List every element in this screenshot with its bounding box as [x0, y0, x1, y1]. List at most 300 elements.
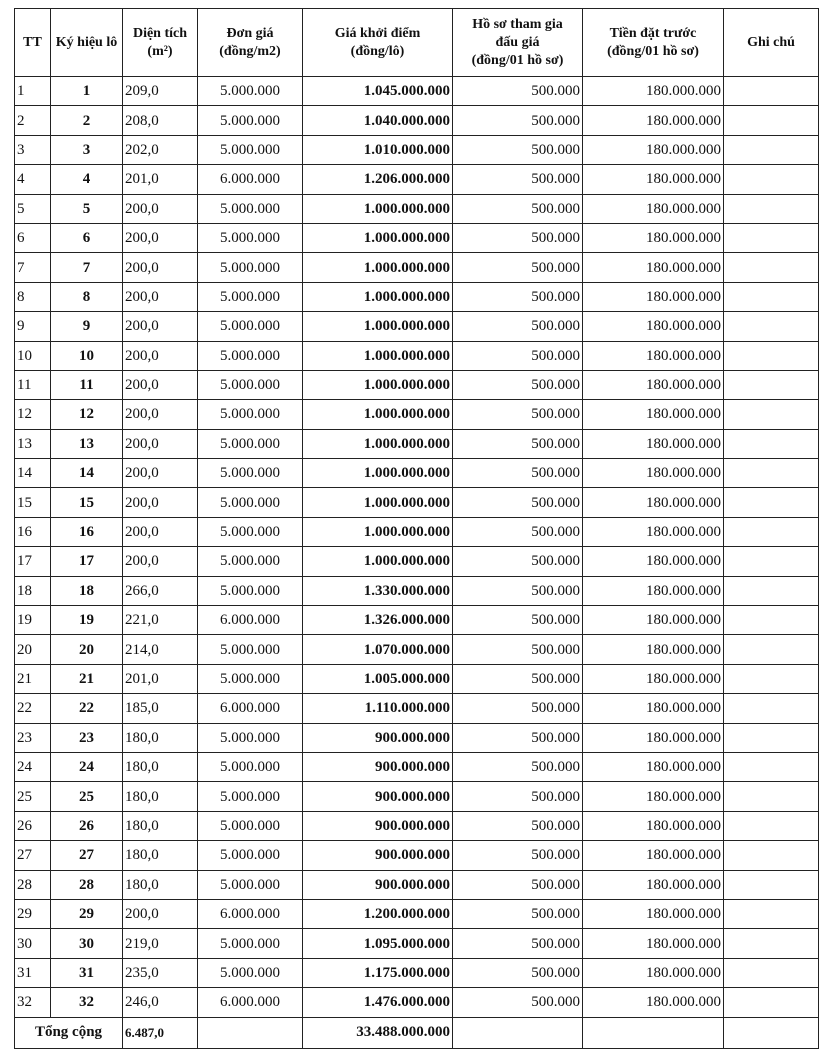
- cell-tt: 4: [15, 165, 51, 194]
- cell-unit-price: 6.000.000: [198, 899, 303, 928]
- cell-tt: 32: [15, 988, 51, 1017]
- cell-deposit: 180.000.000: [583, 929, 724, 958]
- cell-area: 180,0: [123, 752, 198, 781]
- table-row: [15, 282, 819, 311]
- cell-area: 201,0: [123, 165, 198, 194]
- total-row: [15, 1017, 819, 1048]
- table-row: [15, 958, 819, 987]
- cell-note: [724, 253, 819, 282]
- cell-area: 235,0: [123, 958, 198, 987]
- cell-tt: 23: [15, 723, 51, 752]
- cell-start-price: 1.010.000.000: [303, 135, 453, 164]
- cell-lot: 17: [51, 547, 123, 576]
- cell-tt: 11: [15, 370, 51, 399]
- header-unit-price: [198, 9, 303, 77]
- cell-unit-price: 5.000.000: [198, 459, 303, 488]
- table-row: [15, 312, 819, 341]
- cell-lot: 28: [51, 870, 123, 899]
- cell-fee: 500.000: [453, 841, 583, 870]
- cell-note: [724, 341, 819, 370]
- cell-tt: 5: [15, 194, 51, 223]
- cell-area: 180,0: [123, 870, 198, 899]
- cell-lot: 31: [51, 958, 123, 987]
- cell-tt: 9: [15, 312, 51, 341]
- cell-start-price: 900.000.000: [303, 723, 453, 752]
- cell-note: [724, 576, 819, 605]
- cell-start-price: 900.000.000: [303, 870, 453, 899]
- header-start-price: [303, 9, 453, 77]
- cell-unit-price: 5.000.000: [198, 488, 303, 517]
- cell-note: [724, 312, 819, 341]
- cell-unit-price: 5.000.000: [198, 77, 303, 106]
- cell-lot: 14: [51, 459, 123, 488]
- cell-unit-price: 5.000.000: [198, 635, 303, 664]
- cell-start-price: 1.000.000.000: [303, 547, 453, 576]
- cell-lot: 24: [51, 752, 123, 781]
- table-row: [15, 576, 819, 605]
- cell-start-price: 1.000.000.000: [303, 253, 453, 282]
- table-row: [15, 547, 819, 576]
- cell-start-price: 1.005.000.000: [303, 664, 453, 693]
- header-unit-price-line1: Đơn giá: [226, 25, 274, 41]
- cell-area: 208,0: [123, 106, 198, 135]
- cell-deposit: 180.000.000: [583, 77, 724, 106]
- cell-deposit: 180.000.000: [583, 429, 724, 458]
- cell-tt: 19: [15, 606, 51, 635]
- cell-note: [724, 370, 819, 399]
- cell-tt: 1: [15, 77, 51, 106]
- cell-lot: 12: [51, 400, 123, 429]
- table-row: [15, 77, 819, 106]
- table-row: [15, 723, 819, 752]
- cell-fee: 500.000: [453, 723, 583, 752]
- cell-lot: 8: [51, 282, 123, 311]
- cell-start-price: 900.000.000: [303, 841, 453, 870]
- cell-start-price: 1.095.000.000: [303, 929, 453, 958]
- cell-lot: 26: [51, 811, 123, 840]
- cell-fee: 500.000: [453, 253, 583, 282]
- cell-area: 200,0: [123, 899, 198, 928]
- header-deposit: [583, 9, 724, 77]
- cell-note: [724, 400, 819, 429]
- table-row: [15, 811, 819, 840]
- header-tt: [15, 9, 51, 77]
- cell-tt: 6: [15, 223, 51, 252]
- cell-fee: 500.000: [453, 899, 583, 928]
- cell-tt: 22: [15, 694, 51, 723]
- cell-fee: 500.000: [453, 988, 583, 1017]
- header-area-line1: Diện tích: [132, 25, 188, 41]
- cell-note: [724, 811, 819, 840]
- cell-tt: 2: [15, 106, 51, 135]
- cell-lot: 5: [51, 194, 123, 223]
- cell-tt: 30: [15, 929, 51, 958]
- header-lot-label: Ký hiệu lô: [55, 34, 118, 50]
- cell-fee: 500.000: [453, 664, 583, 693]
- cell-unit-price: 5.000.000: [198, 929, 303, 958]
- cell-unit-price: 5.000.000: [198, 576, 303, 605]
- cell-start-price: 900.000.000: [303, 811, 453, 840]
- cell-tt: 25: [15, 782, 51, 811]
- cell-unit-price: 6.000.000: [198, 694, 303, 723]
- header-area-line2: (m²): [147, 43, 173, 59]
- header-tt-label: TT: [23, 34, 42, 50]
- cell-fee: 500.000: [453, 194, 583, 223]
- cell-fee: 500.000: [453, 341, 583, 370]
- cell-start-price: 1.200.000.000: [303, 899, 453, 928]
- cell-deposit: 180.000.000: [583, 870, 724, 899]
- table-row: [15, 752, 819, 781]
- cell-lot: 15: [51, 488, 123, 517]
- cell-fee: 500.000: [453, 929, 583, 958]
- header-fee-line1: Hồ sơ tham gia: [472, 16, 563, 32]
- cell-deposit: 180.000.000: [583, 635, 724, 664]
- cell-deposit: 180.000.000: [583, 106, 724, 135]
- header-fee-line3: (đồng/01 hồ sơ): [471, 52, 564, 68]
- cell-unit-price: 6.000.000: [198, 988, 303, 1017]
- header-lot: [51, 9, 123, 77]
- table-row: [15, 694, 819, 723]
- cell-start-price: 1.000.000.000: [303, 517, 453, 546]
- cell-deposit: 180.000.000: [583, 958, 724, 987]
- cell-area: 180,0: [123, 723, 198, 752]
- cell-note: [724, 194, 819, 223]
- table-row: [15, 782, 819, 811]
- cell-deposit: 180.000.000: [583, 312, 724, 341]
- total-deposit-empty: [583, 1017, 724, 1048]
- cell-lot: 27: [51, 841, 123, 870]
- cell-deposit: 180.000.000: [583, 606, 724, 635]
- table-row: [15, 194, 819, 223]
- cell-start-price: 1.040.000.000: [303, 106, 453, 135]
- cell-tt: 31: [15, 958, 51, 987]
- table-footer: [15, 1017, 819, 1048]
- cell-fee: 500.000: [453, 135, 583, 164]
- cell-unit-price: 5.000.000: [198, 811, 303, 840]
- cell-unit-price: 5.000.000: [198, 958, 303, 987]
- cell-fee: 500.000: [453, 958, 583, 987]
- cell-note: [724, 899, 819, 928]
- cell-area: 202,0: [123, 135, 198, 164]
- cell-deposit: 180.000.000: [583, 400, 724, 429]
- cell-start-price: 1.070.000.000: [303, 635, 453, 664]
- cell-tt: 14: [15, 459, 51, 488]
- cell-note: [724, 782, 819, 811]
- header-note-label: Ghi chú: [747, 34, 795, 50]
- table-row: [15, 988, 819, 1017]
- cell-note: [724, 929, 819, 958]
- cell-lot: 7: [51, 253, 123, 282]
- cell-area: 180,0: [123, 811, 198, 840]
- table-row: [15, 635, 819, 664]
- cell-deposit: 180.000.000: [583, 488, 724, 517]
- cell-tt: 15: [15, 488, 51, 517]
- cell-unit-price: 5.000.000: [198, 870, 303, 899]
- cell-area: 200,0: [123, 253, 198, 282]
- cell-note: [724, 664, 819, 693]
- cell-fee: 500.000: [453, 370, 583, 399]
- header-row: [15, 9, 819, 77]
- cell-tt: 24: [15, 752, 51, 781]
- cell-area: 180,0: [123, 841, 198, 870]
- cell-fee: 500.000: [453, 517, 583, 546]
- table-row: [15, 459, 819, 488]
- cell-deposit: 180.000.000: [583, 694, 724, 723]
- total-fee-empty: [453, 1017, 583, 1048]
- cell-start-price: 1.476.000.000: [303, 988, 453, 1017]
- table-row: [15, 664, 819, 693]
- table-row: [15, 106, 819, 135]
- cell-fee: 500.000: [453, 429, 583, 458]
- cell-area: 246,0: [123, 988, 198, 1017]
- header-fee: [453, 9, 583, 77]
- cell-note: [724, 606, 819, 635]
- table-row: [15, 165, 819, 194]
- cell-area: 200,0: [123, 194, 198, 223]
- table-header: [15, 9, 819, 77]
- cell-lot: 19: [51, 606, 123, 635]
- cell-lot: 10: [51, 341, 123, 370]
- table-row: [15, 253, 819, 282]
- cell-note: [724, 635, 819, 664]
- cell-tt: 7: [15, 253, 51, 282]
- cell-note: [724, 488, 819, 517]
- cell-deposit: 180.000.000: [583, 811, 724, 840]
- cell-area: 201,0: [123, 664, 198, 693]
- cell-area: 221,0: [123, 606, 198, 635]
- cell-lot: 2: [51, 106, 123, 135]
- cell-area: 200,0: [123, 488, 198, 517]
- cell-deposit: 180.000.000: [583, 782, 724, 811]
- cell-unit-price: 5.000.000: [198, 370, 303, 399]
- cell-area: 200,0: [123, 429, 198, 458]
- cell-area: 200,0: [123, 312, 198, 341]
- cell-start-price: 1.326.000.000: [303, 606, 453, 635]
- total-start-price: 33.488.000.000: [303, 1017, 453, 1048]
- cell-lot: 29: [51, 899, 123, 928]
- cell-note: [724, 841, 819, 870]
- cell-deposit: 180.000.000: [583, 899, 724, 928]
- header-fee-line2: đấu giá: [495, 34, 540, 50]
- cell-unit-price: 6.000.000: [198, 165, 303, 194]
- table-row: [15, 341, 819, 370]
- cell-fee: 500.000: [453, 606, 583, 635]
- cell-start-price: 1.330.000.000: [303, 576, 453, 605]
- cell-fee: 500.000: [453, 547, 583, 576]
- cell-fee: 500.000: [453, 752, 583, 781]
- cell-deposit: 180.000.000: [583, 752, 724, 781]
- total-unit-price-empty: [198, 1017, 303, 1048]
- cell-tt: 12: [15, 400, 51, 429]
- auction-lot-table: [14, 8, 819, 1049]
- table-body: [15, 77, 819, 1018]
- cell-fee: 500.000: [453, 106, 583, 135]
- cell-note: [724, 223, 819, 252]
- cell-area: 200,0: [123, 370, 198, 399]
- total-area: 6.487,0: [123, 1017, 198, 1048]
- cell-deposit: 180.000.000: [583, 664, 724, 693]
- cell-deposit: 180.000.000: [583, 165, 724, 194]
- table-row: [15, 400, 819, 429]
- cell-area: 200,0: [123, 547, 198, 576]
- cell-note: [724, 723, 819, 752]
- table-row: [15, 929, 819, 958]
- cell-start-price: 1.000.000.000: [303, 282, 453, 311]
- cell-note: [724, 77, 819, 106]
- cell-fee: 500.000: [453, 782, 583, 811]
- table-row: [15, 870, 819, 899]
- cell-unit-price: 5.000.000: [198, 782, 303, 811]
- cell-lot: 6: [51, 223, 123, 252]
- table-row: [15, 429, 819, 458]
- table-row: [15, 488, 819, 517]
- cell-area: 209,0: [123, 77, 198, 106]
- cell-lot: 20: [51, 635, 123, 664]
- cell-lot: 21: [51, 664, 123, 693]
- cell-tt: 21: [15, 664, 51, 693]
- cell-note: [724, 870, 819, 899]
- cell-area: 266,0: [123, 576, 198, 605]
- cell-tt: 27: [15, 841, 51, 870]
- cell-lot: 25: [51, 782, 123, 811]
- cell-lot: 4: [51, 165, 123, 194]
- cell-fee: 500.000: [453, 459, 583, 488]
- cell-note: [724, 165, 819, 194]
- cell-unit-price: 5.000.000: [198, 106, 303, 135]
- cell-fee: 500.000: [453, 870, 583, 899]
- cell-area: 200,0: [123, 517, 198, 546]
- cell-deposit: 180.000.000: [583, 517, 724, 546]
- cell-note: [724, 135, 819, 164]
- cell-lot: 11: [51, 370, 123, 399]
- cell-tt: 20: [15, 635, 51, 664]
- total-note-empty: [724, 1017, 819, 1048]
- cell-tt: 17: [15, 547, 51, 576]
- cell-deposit: 180.000.000: [583, 459, 724, 488]
- table-row: [15, 223, 819, 252]
- cell-unit-price: 5.000.000: [198, 400, 303, 429]
- cell-lot: 32: [51, 988, 123, 1017]
- cell-note: [724, 282, 819, 311]
- cell-deposit: 180.000.000: [583, 194, 724, 223]
- cell-note: [724, 429, 819, 458]
- cell-fee: 500.000: [453, 400, 583, 429]
- cell-fee: 500.000: [453, 576, 583, 605]
- cell-start-price: 1.206.000.000: [303, 165, 453, 194]
- cell-tt: 8: [15, 282, 51, 311]
- cell-fee: 500.000: [453, 488, 583, 517]
- cell-unit-price: 5.000.000: [198, 752, 303, 781]
- cell-unit-price: 5.000.000: [198, 253, 303, 282]
- cell-area: 185,0: [123, 694, 198, 723]
- total-label: Tổng cộng: [15, 1017, 123, 1048]
- cell-tt: 18: [15, 576, 51, 605]
- cell-area: 219,0: [123, 929, 198, 958]
- cell-start-price: 1.110.000.000: [303, 694, 453, 723]
- cell-start-price: 1.000.000.000: [303, 194, 453, 223]
- cell-unit-price: 5.000.000: [198, 312, 303, 341]
- cell-tt: 3: [15, 135, 51, 164]
- cell-deposit: 180.000.000: [583, 370, 724, 399]
- cell-unit-price: 5.000.000: [198, 664, 303, 693]
- cell-start-price: 900.000.000: [303, 752, 453, 781]
- header-start-price-line1: Giá khởi điểm: [334, 25, 421, 41]
- cell-lot: 22: [51, 694, 123, 723]
- cell-start-price: 1.000.000.000: [303, 223, 453, 252]
- cell-unit-price: 5.000.000: [198, 841, 303, 870]
- cell-deposit: 180.000.000: [583, 223, 724, 252]
- cell-start-price: 1.000.000.000: [303, 341, 453, 370]
- cell-fee: 500.000: [453, 694, 583, 723]
- cell-tt: 26: [15, 811, 51, 840]
- cell-area: 200,0: [123, 223, 198, 252]
- cell-deposit: 180.000.000: [583, 282, 724, 311]
- cell-lot: 23: [51, 723, 123, 752]
- cell-unit-price: 5.000.000: [198, 723, 303, 752]
- cell-lot: 1: [51, 77, 123, 106]
- cell-start-price: 1.000.000.000: [303, 312, 453, 341]
- cell-fee: 500.000: [453, 282, 583, 311]
- cell-area: 200,0: [123, 459, 198, 488]
- cell-area: 200,0: [123, 341, 198, 370]
- cell-deposit: 180.000.000: [583, 988, 724, 1017]
- cell-unit-price: 5.000.000: [198, 223, 303, 252]
- cell-fee: 500.000: [453, 223, 583, 252]
- cell-start-price: 1.175.000.000: [303, 958, 453, 987]
- cell-fee: 500.000: [453, 312, 583, 341]
- cell-start-price: 1.000.000.000: [303, 370, 453, 399]
- table-row: [15, 135, 819, 164]
- header-deposit-line1: Tiền đặt trước: [609, 25, 697, 41]
- auction-lot-table-page: [14, 8, 819, 1049]
- header-deposit-line2: (đồng/01 hồ sơ): [607, 43, 699, 59]
- cell-unit-price: 5.000.000: [198, 517, 303, 546]
- cell-unit-price: 5.000.000: [198, 429, 303, 458]
- cell-lot: 13: [51, 429, 123, 458]
- cell-tt: 28: [15, 870, 51, 899]
- cell-tt: 13: [15, 429, 51, 458]
- cell-deposit: 180.000.000: [583, 723, 724, 752]
- cell-tt: 10: [15, 341, 51, 370]
- cell-note: [724, 459, 819, 488]
- cell-unit-price: 5.000.000: [198, 341, 303, 370]
- cell-lot: 30: [51, 929, 123, 958]
- cell-fee: 500.000: [453, 165, 583, 194]
- cell-deposit: 180.000.000: [583, 253, 724, 282]
- table-row: [15, 370, 819, 399]
- cell-fee: 500.000: [453, 811, 583, 840]
- cell-tt: 29: [15, 899, 51, 928]
- cell-area: 214,0: [123, 635, 198, 664]
- cell-area: 180,0: [123, 782, 198, 811]
- cell-unit-price: 5.000.000: [198, 547, 303, 576]
- cell-lot: 3: [51, 135, 123, 164]
- cell-note: [724, 988, 819, 1017]
- cell-lot: 9: [51, 312, 123, 341]
- cell-tt: 16: [15, 517, 51, 546]
- cell-note: [724, 752, 819, 781]
- table-row: [15, 517, 819, 546]
- cell-note: [724, 106, 819, 135]
- cell-deposit: 180.000.000: [583, 135, 724, 164]
- cell-lot: 18: [51, 576, 123, 605]
- cell-deposit: 180.000.000: [583, 576, 724, 605]
- table-row: [15, 606, 819, 635]
- header-unit-price-line2: (đồng/m2): [219, 43, 281, 59]
- table-row: [15, 899, 819, 928]
- table-row: [15, 841, 819, 870]
- cell-note: [724, 547, 819, 576]
